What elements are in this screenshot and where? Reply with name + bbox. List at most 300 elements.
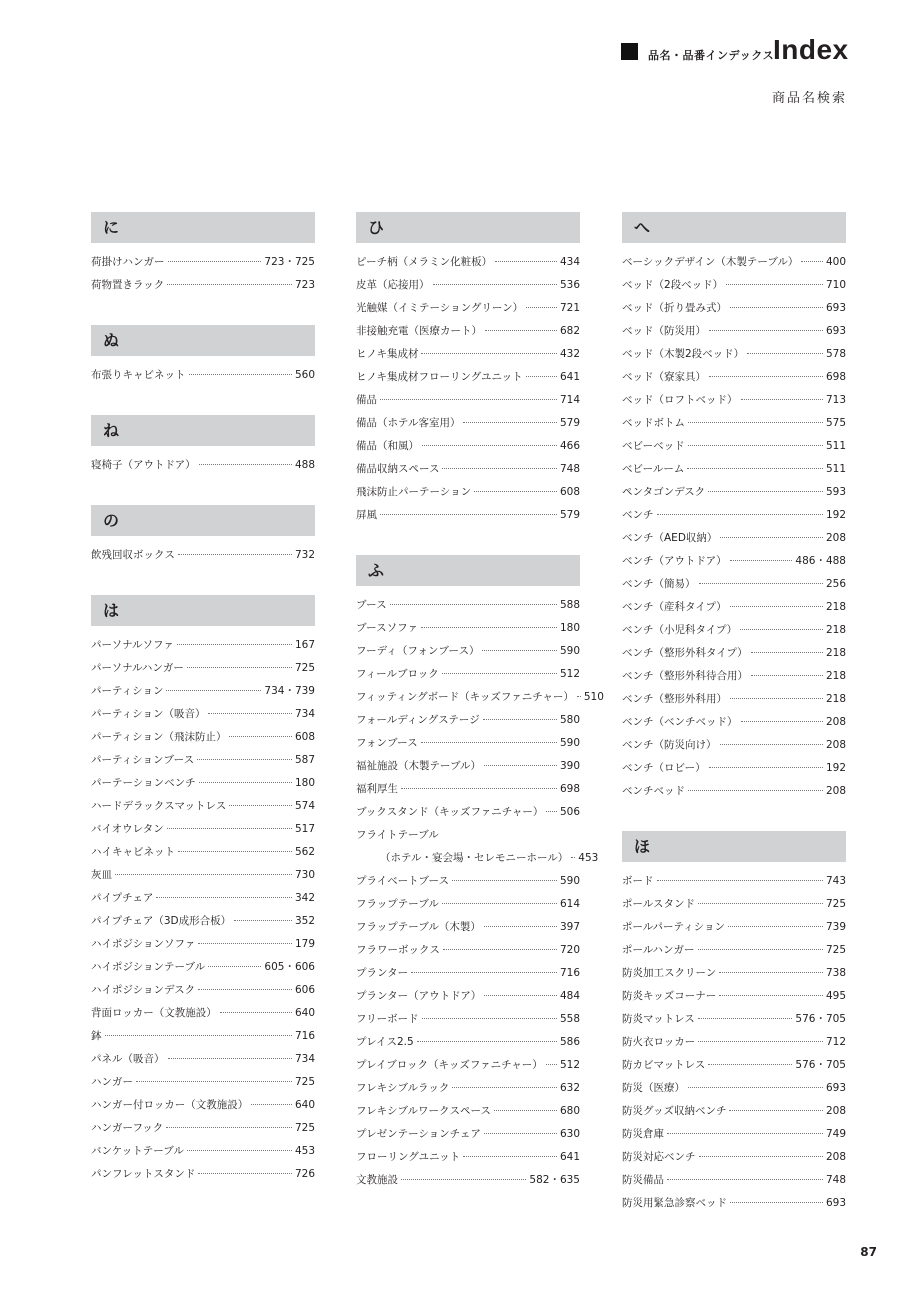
entry-page: 693 bbox=[825, 302, 846, 314]
entry-name: ポールスタンド bbox=[622, 898, 695, 910]
entry-name: パイプチェア bbox=[91, 892, 154, 904]
entry-page: 698 bbox=[559, 783, 580, 795]
index-entry bbox=[356, 827, 580, 850]
leader-dots bbox=[709, 767, 823, 768]
index-entry bbox=[622, 1195, 846, 1218]
leader-dots bbox=[484, 995, 557, 996]
entry-name: 布張りキャビネット bbox=[91, 369, 186, 381]
index-entry bbox=[622, 1034, 846, 1057]
section-heading: の bbox=[91, 505, 315, 536]
entry-page: 748 bbox=[559, 463, 580, 475]
entry-name: フレキシブルラック bbox=[356, 1082, 450, 1094]
index-entry bbox=[622, 783, 846, 806]
leader-dots bbox=[698, 1041, 823, 1042]
index-entry bbox=[356, 346, 580, 369]
index-entry bbox=[622, 942, 846, 965]
index-entry bbox=[91, 844, 315, 867]
entry-name: 荷物置きラック bbox=[91, 279, 165, 291]
index-entry bbox=[91, 1143, 315, 1166]
index-entry bbox=[356, 277, 580, 300]
entry-name: プライベートブース bbox=[356, 875, 450, 887]
index-entry bbox=[356, 896, 580, 919]
entry-name: プレゼンテーションチェア bbox=[356, 1128, 481, 1140]
entry-page: 208 bbox=[825, 532, 846, 544]
leader-dots bbox=[421, 353, 556, 354]
index-entry bbox=[91, 254, 315, 277]
entry-name: ベッド（防災用） bbox=[622, 325, 706, 337]
entry-name: フライトテーブル bbox=[356, 829, 439, 841]
index-entry bbox=[622, 760, 846, 783]
search-label: 商品名検索 bbox=[771, 91, 847, 106]
entry-page: 486・488 bbox=[795, 555, 846, 567]
leader-dots bbox=[667, 1133, 823, 1134]
index-entry bbox=[622, 1080, 846, 1103]
leader-dots bbox=[657, 880, 823, 881]
entry-page: 641 bbox=[559, 371, 580, 383]
index-entry bbox=[356, 712, 580, 735]
page-title: Index bbox=[773, 34, 849, 65]
leader-dots bbox=[199, 464, 292, 465]
entry-page: 488 bbox=[294, 459, 315, 471]
section-heading: は bbox=[91, 595, 315, 626]
index-entry bbox=[356, 643, 580, 666]
index-entry bbox=[356, 1057, 580, 1080]
entry-name: バイオウレタン bbox=[91, 823, 164, 835]
entry-page: 390 bbox=[559, 760, 580, 772]
leader-dots bbox=[741, 721, 823, 722]
leader-dots bbox=[115, 874, 292, 875]
leader-dots bbox=[699, 1156, 823, 1157]
header-square-mark bbox=[621, 43, 638, 60]
index-entry bbox=[91, 982, 315, 1005]
entry-page: 730 bbox=[294, 869, 315, 881]
entry-name: 防炎マットレス bbox=[622, 1013, 695, 1025]
leader-dots bbox=[198, 1173, 292, 1174]
index-entry bbox=[91, 752, 315, 775]
entry-name: ヒノキ集成材 bbox=[356, 348, 419, 360]
entry-page: 512 bbox=[559, 1059, 580, 1071]
index-entry bbox=[91, 1028, 315, 1051]
entry-page: 734 bbox=[294, 1053, 315, 1065]
entry-page: 576・705 bbox=[795, 1013, 846, 1025]
index-entry bbox=[622, 484, 846, 507]
leader-dots bbox=[667, 1179, 823, 1180]
index-entry bbox=[622, 1126, 846, 1149]
entry-page: 725 bbox=[294, 662, 315, 674]
index-section bbox=[356, 212, 580, 530]
leader-dots bbox=[177, 644, 292, 645]
entry-page: 714 bbox=[559, 394, 580, 406]
entry-name: ベンチ bbox=[622, 509, 654, 521]
index-section bbox=[91, 595, 315, 1189]
entry-name: フレキシブルワークスペース bbox=[356, 1105, 491, 1117]
index-entry bbox=[622, 714, 846, 737]
leader-dots bbox=[229, 736, 292, 737]
entry-page: 590 bbox=[559, 645, 580, 657]
index-entry bbox=[622, 1057, 846, 1080]
index-entry bbox=[622, 599, 846, 622]
entry-page: 536 bbox=[559, 279, 580, 291]
leader-dots bbox=[720, 537, 823, 538]
leader-dots bbox=[526, 307, 557, 308]
index-entry bbox=[91, 683, 315, 706]
entry-page: 608 bbox=[559, 486, 580, 498]
leader-dots bbox=[452, 1087, 557, 1088]
entry-page: 208 bbox=[825, 739, 846, 751]
index-entry bbox=[622, 873, 846, 896]
entry-name: 備品（ホテル客室用） bbox=[356, 417, 461, 429]
leader-dots bbox=[688, 445, 823, 446]
index-entry bbox=[622, 965, 846, 988]
leader-dots bbox=[577, 696, 581, 697]
index-entry bbox=[622, 346, 846, 369]
entry-name: パンフレットスタンド bbox=[91, 1168, 196, 1180]
entry-name: ポールパーティション bbox=[622, 921, 726, 933]
entry-page: 506 bbox=[559, 806, 580, 818]
entry-page: 726 bbox=[294, 1168, 315, 1180]
entry-page: 517 bbox=[294, 823, 315, 835]
entry-page: 511 bbox=[825, 463, 846, 475]
index-entry bbox=[91, 729, 315, 752]
leader-dots bbox=[709, 330, 823, 331]
entry-page: 180 bbox=[294, 777, 315, 789]
index-entry bbox=[356, 461, 580, 484]
index-section bbox=[91, 325, 315, 390]
entry-name: 寝椅子（アウトドア） bbox=[91, 459, 196, 471]
entry-name: 福利厚生 bbox=[356, 783, 398, 795]
index-entry bbox=[356, 438, 580, 461]
leader-dots bbox=[421, 742, 557, 743]
entry-name: 鉢 bbox=[91, 1030, 102, 1042]
entry-name: 防炎加工スクリーン bbox=[622, 967, 717, 979]
entry-page: 256 bbox=[825, 578, 846, 590]
entry-name: パネル（吸音） bbox=[91, 1053, 165, 1065]
entry-page: 590 bbox=[559, 875, 580, 887]
entry-page: 574 bbox=[294, 800, 315, 812]
entry-name: 飛沫防止パーテーション bbox=[356, 486, 472, 498]
index-entry bbox=[622, 988, 846, 1011]
entry-page: 734・739 bbox=[264, 685, 315, 697]
entry-name: ベビーベッド bbox=[622, 440, 685, 452]
section-heading: に bbox=[91, 212, 315, 243]
entry-page: 575 bbox=[825, 417, 846, 429]
leader-dots bbox=[463, 1156, 557, 1157]
leader-dots bbox=[166, 1127, 292, 1128]
entry-page: 693 bbox=[825, 325, 846, 337]
entry-name: ベンチ（産科タイプ） bbox=[622, 601, 727, 613]
entry-name: ベッド（2段ベッド） bbox=[622, 279, 724, 291]
entry-name: プランター bbox=[356, 967, 409, 979]
index-entry bbox=[356, 781, 580, 804]
entry-page: 180 bbox=[559, 622, 580, 634]
section-heading: ほ bbox=[622, 831, 846, 862]
entry-name: ハンガーフック bbox=[91, 1122, 164, 1134]
leader-dots bbox=[698, 903, 823, 904]
entry-name: 防カビマットレス bbox=[622, 1059, 706, 1071]
entry-page: 723 bbox=[294, 279, 315, 291]
entry-page: 580 bbox=[559, 714, 580, 726]
entry-name: ベッドボトム bbox=[622, 417, 685, 429]
entry-page: 723・725 bbox=[264, 256, 315, 268]
leader-dots bbox=[751, 675, 823, 676]
leader-dots bbox=[167, 284, 292, 285]
entry-name: 防災備品 bbox=[622, 1174, 664, 1186]
entry-page: 720 bbox=[559, 944, 580, 956]
leader-dots bbox=[380, 514, 557, 515]
leader-dots bbox=[709, 376, 823, 377]
index-entry bbox=[91, 936, 315, 959]
entry-name: プランター（アウトドア） bbox=[356, 990, 482, 1002]
leader-dots bbox=[699, 583, 823, 584]
entry-name: ベンチ（簡易） bbox=[622, 578, 696, 590]
index-entry bbox=[91, 913, 315, 936]
index-entry bbox=[91, 1051, 315, 1074]
entry-name: ベンチ（小児科タイプ） bbox=[622, 624, 738, 636]
index-entry bbox=[622, 415, 846, 438]
entry-page: 453 bbox=[578, 852, 599, 864]
leader-dots bbox=[198, 989, 292, 990]
entry-name: 防炎キッズコーナー bbox=[622, 990, 717, 1002]
entry-name: ハイキャビネット bbox=[91, 846, 175, 858]
leader-dots bbox=[422, 1018, 557, 1019]
leader-dots bbox=[422, 445, 557, 446]
entry-page: 749 bbox=[825, 1128, 846, 1140]
index-entry bbox=[356, 942, 580, 965]
index-entry bbox=[356, 1172, 580, 1195]
entry-page: 218 bbox=[825, 670, 846, 682]
index-entry bbox=[622, 530, 846, 553]
entry-name: パーティションブース bbox=[91, 754, 195, 766]
entry-name: 防火衣ロッカー bbox=[622, 1036, 696, 1048]
section-heading: ひ bbox=[356, 212, 580, 243]
entry-name: ハンガー bbox=[91, 1076, 133, 1088]
entry-page: 725 bbox=[294, 1122, 315, 1134]
index-entry bbox=[622, 300, 846, 323]
entry-page: 608 bbox=[294, 731, 315, 743]
entry-page: 342 bbox=[294, 892, 315, 904]
index-entry bbox=[91, 1166, 315, 1189]
entry-page: 593 bbox=[825, 486, 846, 498]
entry-name: フォンブース bbox=[356, 737, 418, 749]
index-entry bbox=[91, 1120, 315, 1143]
entry-page: 578 bbox=[825, 348, 846, 360]
entry-page: 582・635 bbox=[529, 1174, 580, 1186]
entry-name: 防災用緊急診察ベッド bbox=[622, 1197, 727, 1209]
entry-name: 備品収納スペース bbox=[356, 463, 440, 475]
index-entry bbox=[91, 959, 315, 982]
entry-name: フラップテーブル（木製） bbox=[356, 921, 481, 933]
entry-name: ハイポジションテーブル bbox=[91, 961, 206, 973]
entry-page: 434 bbox=[559, 256, 580, 268]
entry-page: 208 bbox=[825, 716, 846, 728]
leader-dots bbox=[484, 926, 557, 927]
entry-name: ハイポジションデスク bbox=[91, 984, 196, 996]
leader-dots bbox=[401, 788, 557, 789]
leader-dots bbox=[729, 1110, 822, 1111]
entry-page: 716 bbox=[294, 1030, 315, 1042]
index-entry bbox=[622, 576, 846, 599]
entry-name: パーティション（吸音） bbox=[91, 708, 206, 720]
index-entry bbox=[622, 254, 846, 277]
entry-name: 福祉施設（木製テーブル） bbox=[356, 760, 482, 772]
entry-page: 510 bbox=[583, 691, 604, 703]
leader-dots bbox=[463, 422, 556, 423]
index-entry bbox=[91, 890, 315, 913]
index-entry bbox=[91, 367, 315, 390]
index-entry bbox=[622, 896, 846, 919]
entry-page: 218 bbox=[825, 647, 846, 659]
index-entry bbox=[622, 1172, 846, 1195]
leader-dots bbox=[442, 903, 557, 904]
entry-name: 灰皿 bbox=[91, 869, 112, 881]
entry-page: 640 bbox=[294, 1099, 315, 1111]
entry-page: 218 bbox=[825, 601, 846, 613]
leader-dots bbox=[719, 995, 823, 996]
entry-name: フローリングユニット bbox=[356, 1151, 461, 1163]
entry-page: 576・705 bbox=[795, 1059, 846, 1071]
entry-name: ハンガー付ロッカー（文教施設） bbox=[91, 1099, 249, 1111]
leader-dots bbox=[168, 261, 262, 262]
entry-name: 防災対応ベンチ bbox=[622, 1151, 696, 1163]
entry-name: フォールディングステージ bbox=[356, 714, 480, 726]
index-entry bbox=[91, 798, 315, 821]
entry-name: 光触媒（イミテーショングリーン） bbox=[356, 302, 524, 314]
entry-page: 192 bbox=[825, 509, 846, 521]
header-subtitle: 品名・品番インデックス bbox=[648, 49, 775, 62]
index-entry bbox=[91, 547, 315, 570]
leader-dots bbox=[234, 920, 292, 921]
entry-name: ベンチ（防災向け） bbox=[622, 739, 717, 751]
leader-dots bbox=[720, 744, 823, 745]
leader-dots bbox=[546, 1064, 557, 1065]
index-entry bbox=[356, 1080, 580, 1103]
entry-name: 防災グッズ収納ベンチ bbox=[622, 1105, 727, 1117]
entry-name: 防災（医療） bbox=[622, 1082, 685, 1094]
entry-name: 文教施設 bbox=[356, 1174, 398, 1186]
leader-dots bbox=[452, 880, 557, 881]
leader-dots bbox=[208, 966, 261, 967]
leader-dots bbox=[156, 897, 292, 898]
leader-dots bbox=[167, 828, 292, 829]
entry-name: ブックスタンド（キッズファニチャー） bbox=[356, 806, 544, 818]
entry-name: 荷掛けハンガー bbox=[91, 256, 165, 268]
leader-dots bbox=[390, 604, 557, 605]
leader-dots bbox=[442, 673, 557, 674]
entry-name: ハイポジションソファ bbox=[91, 938, 196, 950]
leader-dots bbox=[105, 1035, 292, 1036]
entry-page: 721 bbox=[559, 302, 580, 314]
leader-dots bbox=[220, 1012, 292, 1013]
entry-name: パーソナルソファ bbox=[91, 639, 174, 651]
entry-name: ベビールーム bbox=[622, 463, 685, 475]
leader-dots bbox=[166, 690, 261, 691]
index-entry bbox=[622, 737, 846, 760]
entry-page: 682 bbox=[559, 325, 580, 337]
leader-dots bbox=[198, 943, 292, 944]
index-entry bbox=[356, 369, 580, 392]
entry-name: ベッド（木製2段ベッド） bbox=[622, 348, 745, 360]
entry-page: 208 bbox=[825, 1151, 846, 1163]
entry-page: 743 bbox=[825, 875, 846, 887]
entry-name: ベッド（ロフトベッド） bbox=[622, 394, 738, 406]
entry-page: 208 bbox=[825, 1105, 846, 1117]
entry-page: 560 bbox=[294, 369, 315, 381]
leader-dots bbox=[189, 374, 292, 375]
index-entry bbox=[91, 277, 315, 300]
entry-name: 飲残回収ボックス bbox=[91, 549, 175, 561]
entry-name: 背面ロッカー（文教施設） bbox=[91, 1007, 217, 1019]
index-entry bbox=[356, 300, 580, 323]
index-entry bbox=[356, 1149, 580, 1172]
leader-dots bbox=[484, 765, 557, 766]
entry-name: バンケットテーブル bbox=[91, 1145, 184, 1157]
entry-page: 630 bbox=[559, 1128, 580, 1140]
leader-dots bbox=[178, 554, 292, 555]
entry-page: 716 bbox=[559, 967, 580, 979]
entry-name: ベンチ（整形外科用） bbox=[622, 693, 727, 705]
entry-name: フーディ（フォンブース） bbox=[356, 645, 480, 657]
leader-dots bbox=[730, 606, 823, 607]
entry-page: 495 bbox=[825, 990, 846, 1002]
index-entry bbox=[356, 988, 580, 1011]
index-entry bbox=[356, 620, 580, 643]
entry-name: パイプチェア（3D成形合板） bbox=[91, 915, 232, 927]
entry-page: 734 bbox=[294, 708, 315, 720]
index-entry bbox=[356, 1126, 580, 1149]
entry-name: プレイブロック（キッズファニチャー） bbox=[356, 1059, 543, 1071]
entry-page: 614 bbox=[559, 898, 580, 910]
index-entry bbox=[356, 323, 580, 346]
leader-dots bbox=[495, 261, 557, 262]
entry-page: 710 bbox=[825, 279, 846, 291]
index-entry bbox=[356, 484, 580, 507]
index-entry bbox=[356, 1103, 580, 1126]
index-entry bbox=[356, 689, 604, 712]
section-heading: ね bbox=[91, 415, 315, 446]
entry-name: ベンチ（アウトドア） bbox=[622, 555, 727, 567]
entry-name: フリーボード bbox=[356, 1013, 419, 1025]
entry-page: 632 bbox=[559, 1082, 580, 1094]
entry-page: 432 bbox=[559, 348, 580, 360]
section-heading: へ bbox=[622, 212, 846, 243]
leader-dots bbox=[747, 353, 823, 354]
entry-page: 558 bbox=[559, 1013, 580, 1025]
entry-page: 579 bbox=[559, 509, 580, 521]
index-column-2 bbox=[356, 212, 604, 1220]
index-section bbox=[91, 505, 315, 570]
entry-name: フィッティングボード（キッズファニチャー） bbox=[356, 691, 574, 703]
leader-dots bbox=[688, 422, 823, 423]
leader-dots bbox=[483, 719, 557, 720]
leader-dots bbox=[208, 713, 292, 714]
entry-name: 備品（和風） bbox=[356, 440, 419, 452]
entry-page: 400 bbox=[825, 256, 846, 268]
entry-name: ベンチ（AED収納） bbox=[622, 532, 718, 544]
leader-dots bbox=[740, 629, 823, 630]
leader-dots bbox=[401, 1179, 526, 1180]
entry-name: ヒノキ集成材フローリングユニット bbox=[356, 371, 523, 383]
index-entry bbox=[356, 804, 580, 827]
leader-dots bbox=[485, 330, 557, 331]
entry-name: ベンチ（整形外科待合用） bbox=[622, 670, 748, 682]
leader-dots bbox=[136, 1081, 292, 1082]
index-entry bbox=[356, 666, 580, 689]
entry-page: 739 bbox=[825, 921, 846, 933]
section-heading: ふ bbox=[356, 555, 580, 586]
entry-name: プレイス2.5 bbox=[356, 1036, 414, 1048]
leader-dots bbox=[730, 307, 823, 308]
index-entry bbox=[622, 323, 846, 346]
